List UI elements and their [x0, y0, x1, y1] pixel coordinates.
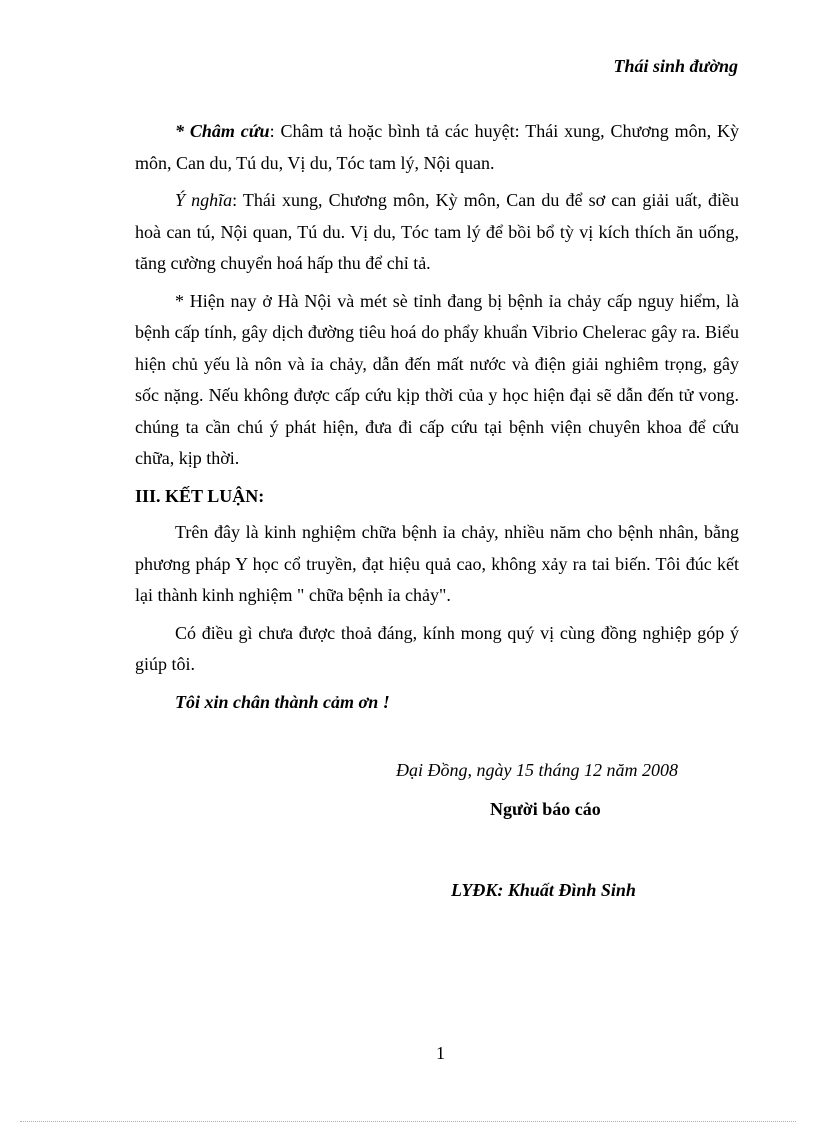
running-header: Thái sinh đường — [613, 56, 738, 76]
thanks-line: Tôi xin chân thành cảm ơn ! — [175, 691, 390, 712]
cham-cuu-text: : Châm tả hoặc bình tả các huyệt: Thái xung, Chương môn, Kỳ môn, Can du, Tú du, Vị du, Tóc tam lý, Nội quan. — [135, 121, 740, 173]
y-nghia-label: Ý nghĩa — [175, 190, 233, 210]
reporter-title: Người báo cáo — [490, 799, 601, 819]
document-body — [135, 116, 739, 728]
cham-cuu-paragraph — [135, 116, 739, 179]
page-bottom-divider — [20, 1121, 796, 1122]
cham-cuu-label: * Châm cứu — [175, 121, 270, 141]
reporter-name: LYĐK: Khuất Đình Sinh — [451, 880, 636, 900]
section-heading: III. KẾT LUẬN: — [135, 485, 265, 506]
y-nghia-paragraph — [135, 185, 739, 280]
hien-nay-paragraph: * Hiện nay ở Hà Nội và mét sè tỉnh đang bị bệnh ỉa chảy cấp nguy hiểm, là bệnh cấp tính, gây dịch đường tiêu hoá do phẩy khuẩn Vibrio Chelerac gây ra. Biểu hiện chủ yếu là nôn và ỉa chảy, dẫn đến mất nước và điện giải nghiêm trọng, gây sốc nặng. Nếu không được cấp cứu kịp thời của y học hiện đại sẽ dẫn đến tử vong. chúng ta cần chú ý phát hiện, đưa đi cấp cứu tại bệnh viện chuyên khoa để cứu chữa, kịp thời. — [135, 290, 739, 468]
feedback-paragraph: Có điều gì chưa được thoả đáng, kính mong quý vị cùng đồng nghiệp góp ý giúp tôi. — [135, 622, 739, 674]
y-nghia-text: : Thái xung, Chương môn, Kỳ môn, Can du để sơ can giải uất, điều hoà can tú, Nội quan, Tú du. Vị du, Tóc tam lý để bồi bổ tỳ vị kích thích ăn uống, tăng cường chuyển hoá hấp thu để chỉ tả. — [135, 190, 739, 273]
conclusion-paragraph: Trên đây là kinh nghiệm chữa bệnh ỉa chảy, nhiều năm cho bệnh nhân, bằng phương pháp Y học cổ truyền, đạt hiệu quả cao, không xảy ra tai biến. Tôi đúc kết lại thành kinh nghiệm " chữa bệnh ỉa chảy". — [135, 522, 739, 605]
page-number: 1 — [436, 1043, 445, 1063]
date-line: Đại Đồng, ngày 15 tháng 12 năm 2008 — [396, 760, 678, 780]
